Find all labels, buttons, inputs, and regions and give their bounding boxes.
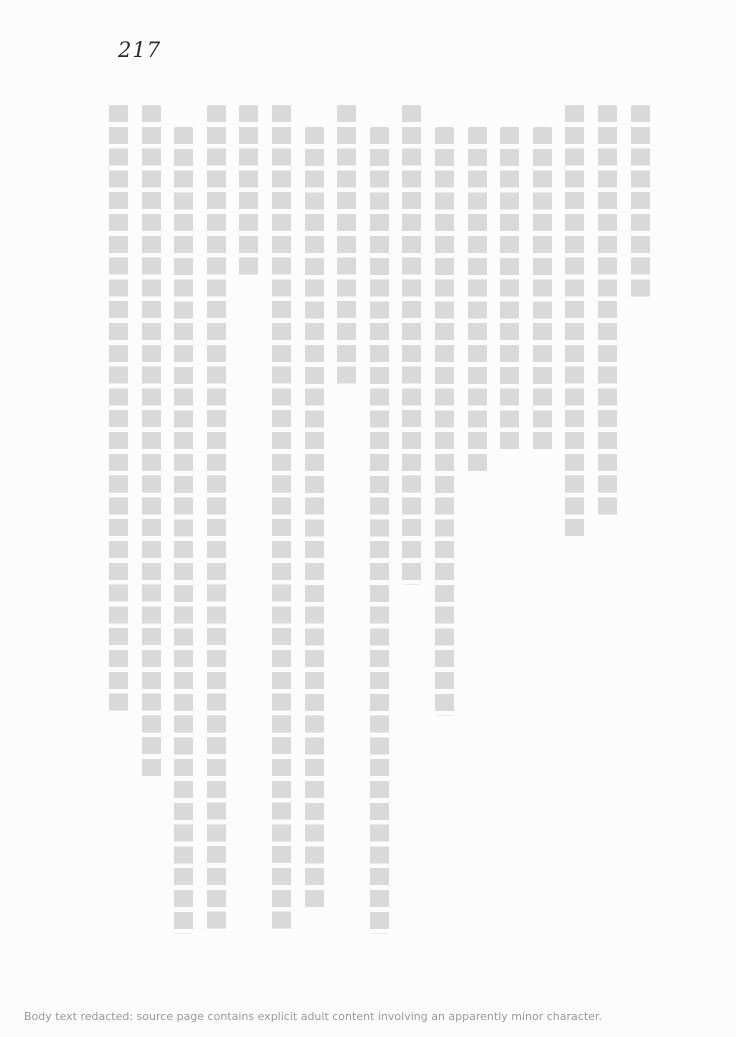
redacted-text-run xyxy=(435,127,454,716)
redacted-text-run xyxy=(468,127,487,476)
text-line-7 xyxy=(428,105,461,937)
text-line-15 xyxy=(167,105,200,937)
text-line-1 xyxy=(623,105,656,937)
page-number: 217 xyxy=(118,38,162,62)
text-line-9 xyxy=(363,105,396,937)
redacted-text-run xyxy=(500,127,519,454)
redacted-text-run xyxy=(370,127,389,934)
redacted-text-run xyxy=(631,105,650,301)
redacted-text-run xyxy=(272,105,291,933)
redaction-note: Body text redacted: source page contains explicit adult content involving an apparently minor character. xyxy=(24,1010,602,1023)
text-line-12 xyxy=(265,105,298,937)
redacted-text-run xyxy=(109,105,128,715)
redacted-text-run xyxy=(533,127,552,454)
text-line-11 xyxy=(297,105,330,937)
text-line-4 xyxy=(526,105,559,937)
redacted-text-run xyxy=(565,105,584,541)
redacted-text-run xyxy=(598,105,617,519)
text-line-5 xyxy=(493,105,526,937)
redacted-text-run xyxy=(337,105,356,388)
redacted-text-run xyxy=(174,127,193,934)
vertical-text-block xyxy=(102,105,656,937)
text-line-13 xyxy=(232,105,265,937)
redacted-text-run xyxy=(142,105,161,781)
redacted-text-run xyxy=(207,105,226,933)
redacted-text-run xyxy=(305,127,324,912)
text-line-16 xyxy=(135,105,168,937)
text-line-10 xyxy=(330,105,363,937)
redacted-text-run xyxy=(239,105,258,279)
text-line-14 xyxy=(200,105,233,937)
redacted-text-run xyxy=(402,105,421,585)
text-line-8 xyxy=(395,105,428,937)
text-line-6 xyxy=(460,105,493,937)
text-line-3 xyxy=(558,105,591,937)
text-line-17 xyxy=(102,105,135,937)
text-line-2 xyxy=(591,105,624,937)
